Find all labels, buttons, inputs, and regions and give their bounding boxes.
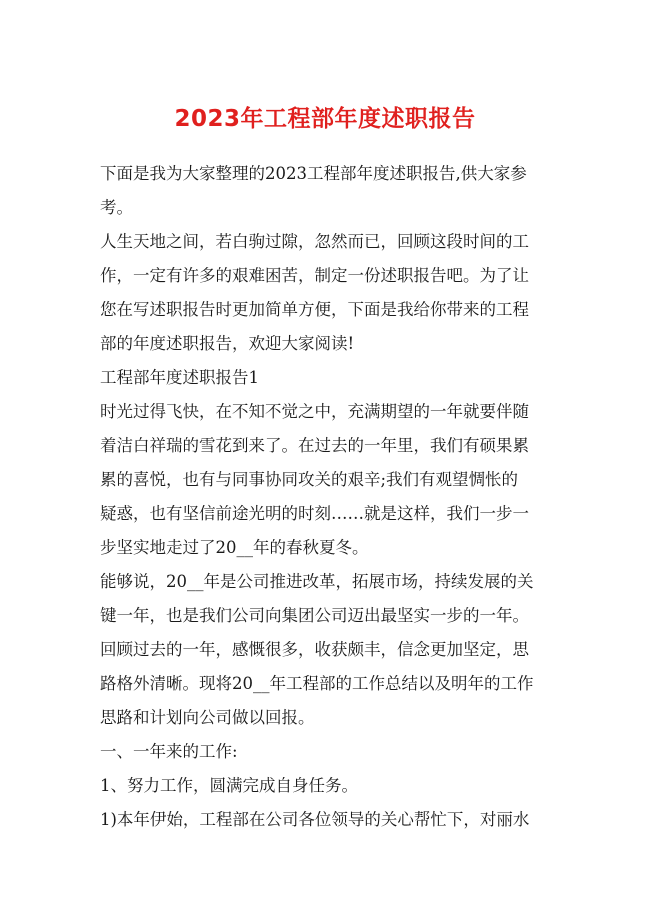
body-line: 部的年度述职报告，欢迎大家阅读!: [100, 334, 355, 353]
body-line: 1)本年伊始，工程部在公司各位领导的关心帮忙下，对丽水: [100, 810, 530, 829]
body-line: 着洁白祥瑞的雪花到来了。在过去的一年里，我们有硕果累: [100, 436, 529, 455]
body-line: 思路和计划向公司做以回报。: [100, 708, 315, 727]
body-line: 考。: [100, 198, 133, 217]
body-line: 作，一定有许多的艰难困苦，制定一份述职报告吧。为了让: [100, 266, 529, 285]
subsection-heading: 1、努力工作，圆满完成自身任务。: [100, 776, 358, 795]
body-line: 您在写述职报告时更加简单方便，下面是我给你带来的工程: [100, 300, 529, 319]
document-body: [100, 157, 560, 837]
section-heading: 工程部年度述职报告1: [100, 368, 259, 387]
body-line: 键一年，也是我们公司向集团公司迈出最坚实一步的一年。: [100, 606, 529, 625]
body-line: 时光过得飞快，在不知不觉之中，充满期望的一年就要伴随: [100, 402, 529, 421]
body-line: 人生天地之间，若白驹过隙，忽然而已，回顾这段时间的工: [100, 232, 529, 251]
body-line: 疑惑，也有坚信前途光明的时刻……就是这样，我们一步一: [100, 504, 529, 523]
document-title: 2023年工程部年度述职报告: [174, 106, 476, 132]
body-line: 累的喜悦，也有与同事协同攻关的艰辛;我们有观望惆怅的: [100, 470, 519, 489]
body-line: 路格外清晰。现将20__年工程部的工作总结以及明年的工作: [100, 674, 534, 693]
body-line: 能够说，20__年是公司推进改革，拓展市场，持续发展的关: [100, 572, 534, 591]
body-line: 回顾过去的一年，感慨很多，收获颇丰，信念更加坚定，思: [100, 640, 529, 659]
section-heading: 一、一年来的工作:: [100, 742, 238, 761]
body-line: 下面是我为大家整理的2023工程部年度述职报告,供大家参: [100, 164, 527, 183]
body-line: 步坚实地走过了20__年的春秋夏冬。: [100, 538, 369, 557]
